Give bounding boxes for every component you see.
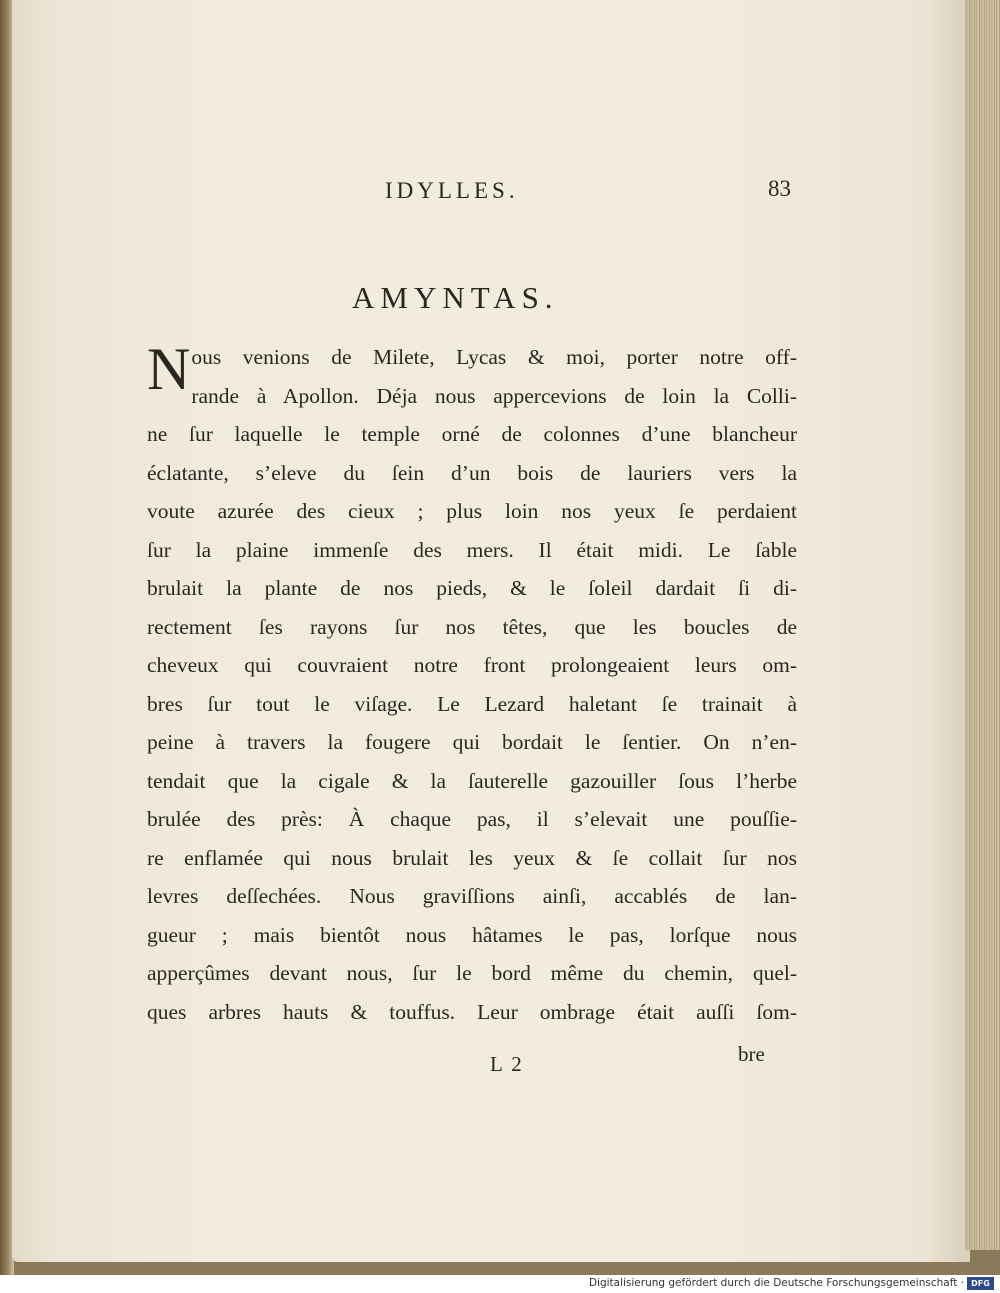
catchword: bre <box>738 1042 765 1066</box>
text-line: ques arbres hauts & touffus. Leur ombrage était auſſi ſom- <box>147 999 797 1024</box>
page-number: 83 <box>768 176 791 201</box>
text-line: brulait la plante de nos pieds, & le ſoleil dardait ſi di- <box>147 576 797 600</box>
signature-mark: L 2 <box>490 1052 524 1076</box>
credit-text: Digitalisierung gefördert durch die Deutsche Forschungsgemeinschaft · <box>588 1277 964 1289</box>
text-line: bres ſur tout le viſage. Le Lezard haletant ſe trainait à <box>147 691 797 716</box>
text-line: Nous venions de Milete, Lycas & moi, porter notre off- <box>147 336 797 402</box>
text-line: peine à travers la fougere qui bordait le ſentier. On n’en- <box>147 730 797 754</box>
digitization-credit-bar <box>0 1275 1000 1293</box>
text-line: tendait que la cigale & la ſauterelle gazouiller ſous l’herbe <box>147 768 797 793</box>
text-line: gueur ; mais bientôt nous hâtames le pas, lorſque nous <box>147 922 797 947</box>
text-line: re enflamée qui nous brulait les yeux & ſe collait ſur nos <box>147 845 797 870</box>
body-text <box>147 338 797 1031</box>
text-line: ſur la plaine immenſe des mers. Il était midi. Le ſable <box>147 537 797 562</box>
dfg-logo: DFG <box>967 1277 994 1290</box>
text-line: éclatante, s’eleve du ſein d’un bois de lauriers vers la <box>147 460 797 485</box>
drop-cap: N <box>147 336 191 402</box>
text-line: rectement ſes rayons ſur nos têtes, que les boucles de <box>147 614 797 639</box>
text-line: voute azurée des cieux ; plus loin nos yeux ſe perdaient <box>147 499 797 523</box>
text-line: ne ſur laquelle le temple orné de colonnes d’une blancheur <box>147 422 797 446</box>
page-edges <box>965 0 1000 1250</box>
text-line: cheveux qui couvraient notre front prolongeaient leurs om- <box>147 653 797 677</box>
running-head: IDYLLES. <box>385 178 519 203</box>
text-line: brulée des près: À chaque pas, il s’elevait une pouſſie- <box>147 807 797 831</box>
page-title: AMYNTAS. <box>352 280 559 315</box>
text-line: levres deſſechées. Nous graviſſions ainſi, accablés de lan- <box>147 884 797 908</box>
text-line: rande à Apollon. Déja nous appercevions de loin la Colli- <box>191 383 797 408</box>
text-line: apperçûmes devant nous, ſur le bord même du chemin, quel- <box>147 961 797 985</box>
